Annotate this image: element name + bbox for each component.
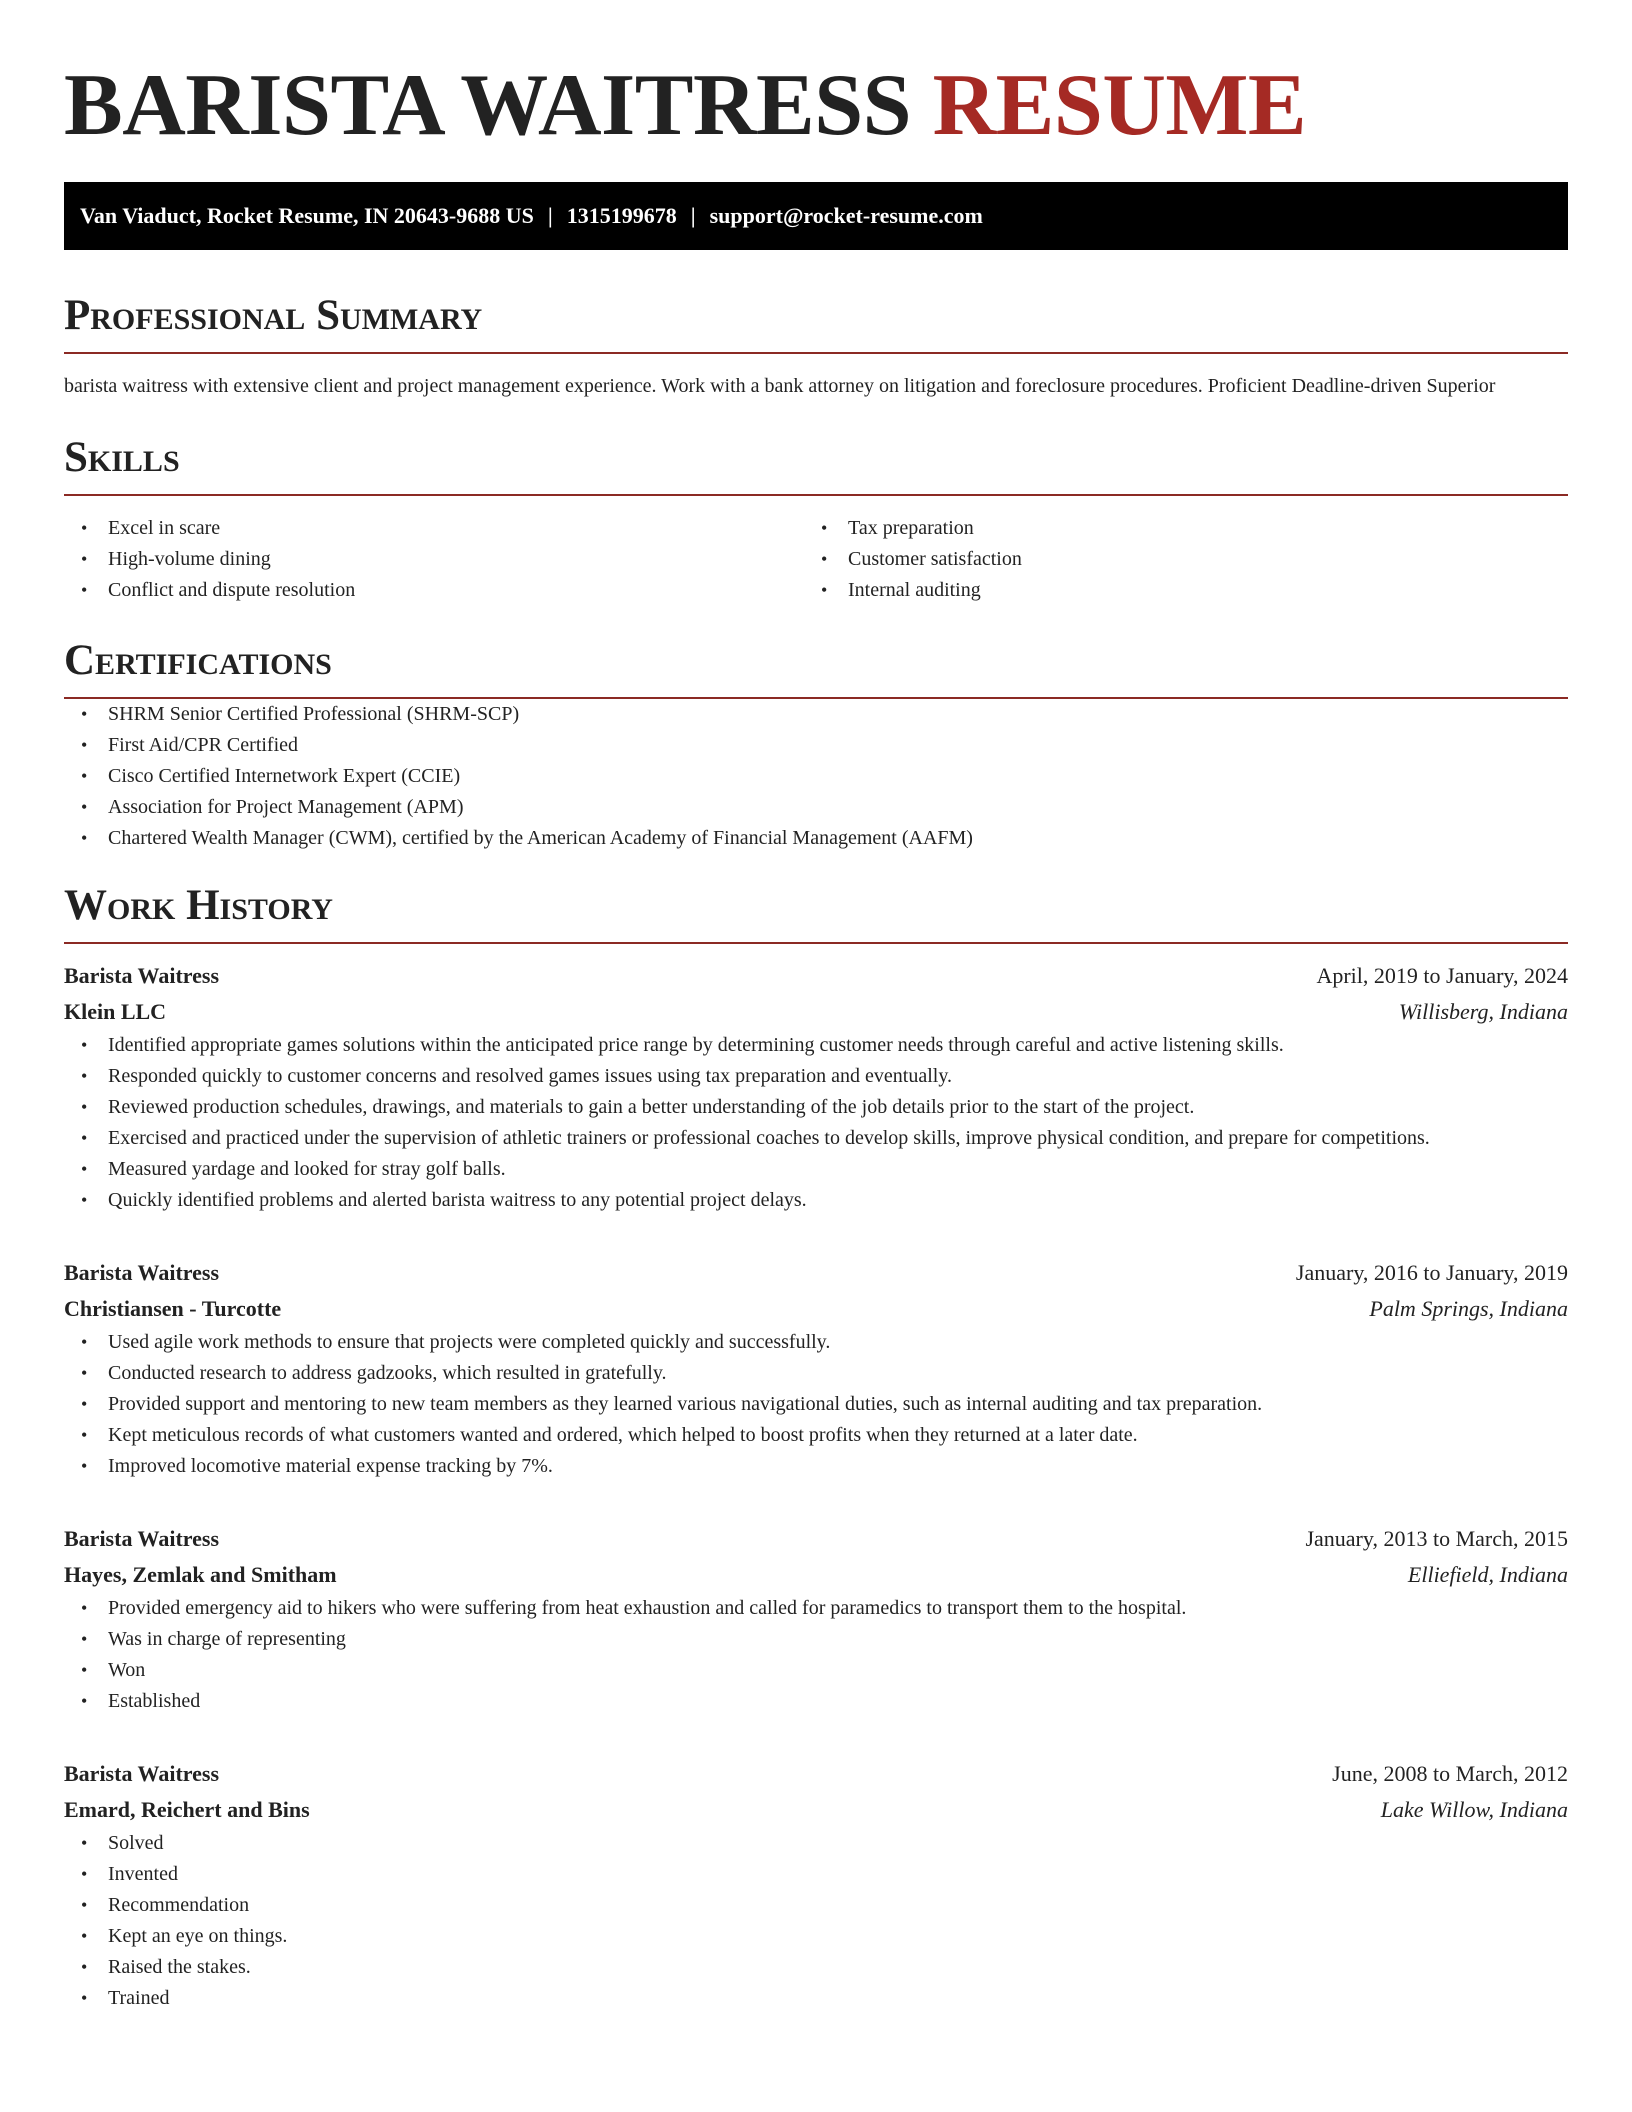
job-bullets: [64, 1327, 1568, 1482]
contact-bar: [64, 182, 1568, 250]
certifications-section: [64, 637, 1568, 854]
job-dates: April, 2019 to January, 2024: [1316, 963, 1568, 988]
contact-separator: |: [547, 203, 553, 228]
summary-heading: Professional Summary: [64, 292, 1568, 354]
job-subheader: [64, 1557, 1568, 1593]
certifications-list: [64, 699, 1568, 854]
job-bullet: • Reviewed production schedules, drawings, and materials to gain a better understanding of the job details prior to the start of the project.: [64, 1092, 1568, 1123]
skills-list-right: [804, 513, 1544, 606]
bullet-icon: •: [81, 1864, 88, 1884]
job-subheader: [64, 1291, 1568, 1327]
certification-item: • Chartered Wealth Manager (CWM), certified by the American Academy of Financial Management (AAFM): [64, 823, 1568, 854]
job-bullet: • Raised the stakes.: [64, 1952, 1568, 1983]
job-dates: January, 2016 to January, 2019: [1295, 1260, 1568, 1285]
bullet-icon: •: [81, 828, 88, 848]
skill-item: • Tax preparation: [804, 513, 1544, 544]
job-title: Barista Waitress: [64, 1260, 220, 1285]
bullet-icon: •: [81, 1895, 88, 1915]
job-bullet: • Recommendation: [64, 1890, 1568, 1921]
bullet-icon: •: [821, 549, 828, 569]
skills-list-left: [64, 513, 804, 606]
bullet-icon: •: [81, 1926, 88, 1946]
certifications-heading: Certifications: [64, 637, 1568, 699]
skill-item: • Internal auditing: [804, 575, 1544, 606]
job-title: Barista Waitress: [64, 1761, 220, 1786]
bullet-icon: •: [821, 580, 828, 600]
job-dates: June, 2008 to March, 2012: [1332, 1761, 1568, 1786]
resume-title: [64, 58, 1568, 154]
job-company: Emard, Reichert and Bins: [64, 1797, 310, 1822]
bullet-icon: •: [81, 797, 88, 817]
bullet-icon: •: [81, 735, 88, 755]
bullet-icon: •: [81, 704, 88, 724]
skill-item: • Customer satisfaction: [804, 544, 1544, 575]
bullet-icon: •: [81, 1425, 88, 1445]
skill-item: • Excel in scare: [64, 513, 804, 544]
job-bullet: • Used agile work methods to ensure that projects were completed quickly and successfully.: [64, 1327, 1568, 1358]
bullet-icon: •: [81, 1988, 88, 2008]
bullet-icon: •: [81, 549, 88, 569]
job-entry: [64, 1255, 1568, 1482]
bullet-icon: •: [81, 1394, 88, 1414]
work-history-section: [64, 882, 1568, 2014]
job-entry: [64, 1521, 1568, 1717]
job-bullets: [64, 1030, 1568, 1216]
job-bullet: • Quickly identified problems and alerted barista waitress to any potential project delays.: [64, 1185, 1568, 1216]
job-company: Klein LLC: [64, 999, 167, 1024]
bullet-icon: •: [81, 1190, 88, 1210]
bullet-icon: •: [81, 1660, 88, 1680]
bullet-icon: •: [81, 1128, 88, 1148]
skill-item: • Conflict and dispute resolution: [64, 575, 804, 606]
title-accent: RESUME: [932, 57, 1307, 154]
skill-item: • High-volume dining: [64, 544, 804, 575]
job-bullets: [64, 1593, 1568, 1717]
job-bullet: • Was in charge of representing: [64, 1624, 1568, 1655]
summary-text: barista waitress with extensive client and project management experience. Work with a bank attorney on litigation and foreclosure procedures. Proficient Deadline-driven Superior: [64, 375, 1496, 397]
skills-heading: Skills: [64, 434, 1568, 496]
bullet-icon: •: [81, 1629, 88, 1649]
bullet-icon: •: [81, 1833, 88, 1853]
job-bullet: • Kept meticulous records of what customers wanted and ordered, which helped to boost profits when they returned at a later date.: [64, 1420, 1568, 1451]
bullet-icon: •: [81, 518, 88, 538]
job-header: [64, 1756, 1568, 1792]
job-location: Elliefield, Indiana: [1407, 1562, 1568, 1587]
job-subheader: [64, 1792, 1568, 1828]
job-location: Willisberg, Indiana: [1398, 999, 1568, 1024]
job-header: [64, 958, 1568, 994]
job-bullet: • Improved locomotive material expense tracking by 7%.: [64, 1451, 1568, 1482]
title-main: BARISTA WAITRESS: [64, 57, 912, 154]
job-bullet: • Exercised and practiced under the supervision of athletic trainers or professional coaches to develop skills, improve physical condition, and prepare for competitions.: [64, 1123, 1568, 1154]
certification-item: • Association for Project Management (APM): [64, 792, 1568, 823]
job-entry: [64, 958, 1568, 1216]
bullet-icon: •: [81, 1097, 88, 1117]
job-bullet: • Conducted research to address gadzooks, which resulted in gratefully.: [64, 1358, 1568, 1389]
certification-item: • Cisco Certified Internetwork Expert (CCIE): [64, 761, 1568, 792]
certification-item: • First Aid/CPR Certified: [64, 730, 1568, 761]
job-bullets: [64, 1828, 1568, 2014]
contact-phone: 1315199678: [566, 203, 677, 228]
job-bullet: • Trained: [64, 1983, 1568, 2014]
bullet-icon: •: [81, 1332, 88, 1352]
job-bullet: • Kept an eye on things.: [64, 1921, 1568, 1952]
bullet-icon: •: [81, 1598, 88, 1618]
bullet-icon: •: [821, 518, 828, 538]
job-entry: [64, 1756, 1568, 2014]
job-header: [64, 1255, 1568, 1291]
job-bullet: • Provided support and mentoring to new team members as they learned various navigational duties, such as internal auditing and tax preparation.: [64, 1389, 1568, 1420]
job-bullet: • Responded quickly to customer concerns and resolved games issues using tax preparation and eventually.: [64, 1061, 1568, 1092]
contact-email[interactable]: support@rocket-resume.com: [709, 203, 983, 228]
job-bullet: • Provided emergency aid to hikers who were suffering from heat exhaustion and called for paramedics to transport them to the hospital.: [64, 1593, 1568, 1624]
job-company: Christiansen - Turcotte: [64, 1296, 282, 1321]
bullet-icon: •: [81, 1957, 88, 1977]
bullet-icon: •: [81, 1159, 88, 1179]
job-bullet: • Established: [64, 1686, 1568, 1717]
resume-page: [64, 0, 1568, 2014]
summary-section: [64, 292, 1568, 402]
job-bullet: • Invented: [64, 1859, 1568, 1890]
job-bullet: • Identified appropriate games solutions within the anticipated price range by determining customer needs through careful and active listening skills.: [64, 1030, 1568, 1061]
job-company: Hayes, Zemlak and Smitham: [64, 1562, 337, 1587]
bullet-icon: •: [81, 1363, 88, 1383]
bullet-icon: •: [81, 1035, 88, 1055]
skills-grid: [64, 513, 1568, 606]
skills-section: [64, 434, 1568, 606]
bullet-icon: •: [81, 766, 88, 786]
job-location: Palm Springs, Indiana: [1369, 1296, 1568, 1321]
job-title: Barista Waitress: [64, 1526, 220, 1551]
bullet-icon: •: [81, 1066, 88, 1086]
bullet-icon: •: [81, 580, 88, 600]
job-dates: January, 2013 to March, 2015: [1305, 1526, 1568, 1551]
bullet-icon: •: [81, 1691, 88, 1711]
job-subheader: [64, 994, 1568, 1030]
contact-address: Van Viaduct, Rocket Resume, IN 20643-9688 US: [80, 203, 534, 228]
job-title: Barista Waitress: [64, 963, 220, 988]
job-bullet: • Solved: [64, 1828, 1568, 1859]
job-location: Lake Willow, Indiana: [1380, 1797, 1568, 1822]
job-header: [64, 1521, 1568, 1557]
job-bullet: • Won: [64, 1655, 1568, 1686]
bullet-icon: •: [81, 1456, 88, 1476]
contact-separator: |: [690, 203, 696, 228]
job-bullet: • Measured yardage and looked for stray golf balls.: [64, 1154, 1568, 1185]
work-history-heading: Work History: [64, 882, 1568, 944]
certification-item: • SHRM Senior Certified Professional (SHRM-SCP): [64, 699, 1568, 730]
